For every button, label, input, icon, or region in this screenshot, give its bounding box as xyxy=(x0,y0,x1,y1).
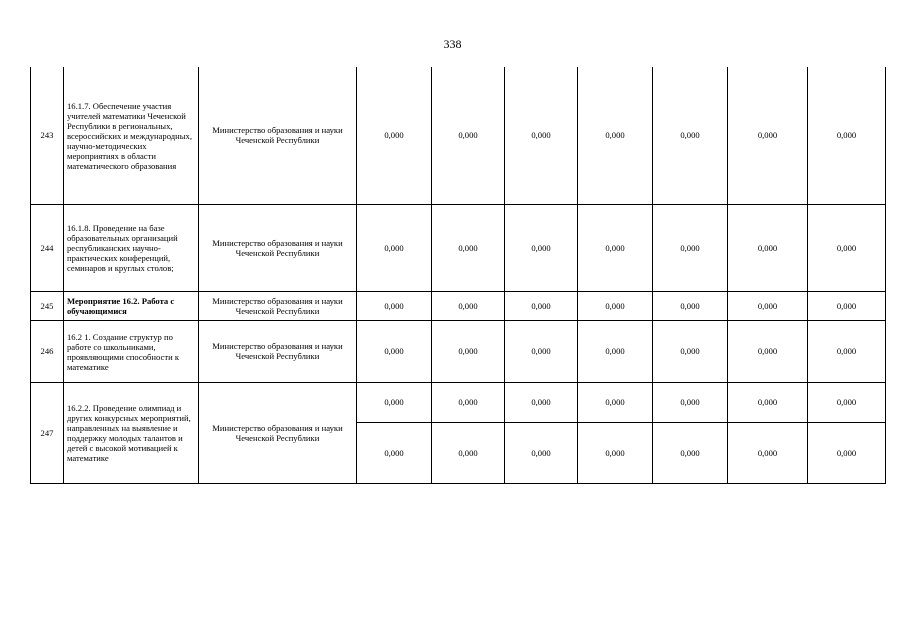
event-description: 16.1.7. Обеспечение участия учителей математики Чеченской Республики в региональных, всероссийских и международных, научно-методических мероприятиях в области математического образования xyxy=(64,67,199,204)
value-cell: 0,000 xyxy=(808,382,886,422)
value-cell: 0,000 xyxy=(653,291,728,320)
value-cell: 0,000 xyxy=(653,204,728,291)
value-cell: 0,000 xyxy=(505,422,578,483)
event-description: 16.1.8. Проведение на базе образовательных организаций республиканских научно-практических конференций, семинаров и круглых столов; xyxy=(64,204,199,291)
value-cell: 0,000 xyxy=(357,320,432,382)
responsible-organization: Министерство образования и науки Чеченской Республики xyxy=(199,382,357,483)
row-number: 244 xyxy=(31,204,64,291)
value-cell: 0,000 xyxy=(578,422,653,483)
responsible-organization: Министерство образования и науки Чеченской Республики xyxy=(199,320,357,382)
value-cell: 0,000 xyxy=(728,382,808,422)
event-title: Мероприятие 16.2. Работа с обучающимися xyxy=(64,291,199,320)
value-cell: 0,000 xyxy=(728,204,808,291)
budget-table xyxy=(30,67,886,484)
value-cell: 0,000 xyxy=(432,422,505,483)
value-cell: 0,000 xyxy=(653,320,728,382)
page-number: 338 xyxy=(443,37,462,51)
value-cell: 0,000 xyxy=(578,320,653,382)
value-cell: 0,000 xyxy=(505,204,578,291)
value-cell: 0,000 xyxy=(728,291,808,320)
responsible-organization: Министерство образования и науки Чеченской Республики xyxy=(199,291,357,320)
table-row xyxy=(31,67,886,204)
value-cell: 0,000 xyxy=(357,291,432,320)
value-cell: 0,000 xyxy=(808,320,886,382)
responsible-organization: Министерство образования и науки Чеченской Республики xyxy=(199,204,357,291)
value-cell: 0,000 xyxy=(357,382,432,422)
value-cell: 0,000 xyxy=(357,422,432,483)
row-number: 243 xyxy=(31,67,64,204)
table-row xyxy=(31,320,886,382)
responsible-organization: Министерство образования и науки Чеченской Республики xyxy=(199,67,357,204)
value-cell: 0,000 xyxy=(578,291,653,320)
row-number: 247 xyxy=(31,382,64,483)
table-row xyxy=(31,291,886,320)
value-cell: 0,000 xyxy=(432,320,505,382)
value-cell: 0,000 xyxy=(808,291,886,320)
value-cell: 0,000 xyxy=(728,67,808,204)
value-cell: 0,000 xyxy=(578,382,653,422)
value-cell: 0,000 xyxy=(432,67,505,204)
value-cell: 0,000 xyxy=(357,204,432,291)
value-cell: 0,000 xyxy=(653,422,728,483)
value-cell: 0,000 xyxy=(728,422,808,483)
table-row xyxy=(31,204,886,291)
value-cell: 0,000 xyxy=(505,320,578,382)
event-description: 16.2.2. Проведение олимпиад и других конкурсных мероприятий, направленных на выявление и поддержку молодых талантов и детей с высокой мотивацией к математике xyxy=(64,382,199,483)
value-cell: 0,000 xyxy=(505,291,578,320)
value-cell: 0,000 xyxy=(578,67,653,204)
value-cell: 0,000 xyxy=(505,382,578,422)
table-row xyxy=(31,382,886,422)
event-description: 16.2 1. Создание структур по работе со школьниками, проявляющими способности к математике xyxy=(64,320,199,382)
value-cell: 0,000 xyxy=(432,382,505,422)
value-cell: 0,000 xyxy=(808,422,886,483)
value-cell: 0,000 xyxy=(432,204,505,291)
row-number: 245 xyxy=(31,291,64,320)
value-cell: 0,000 xyxy=(578,204,653,291)
value-cell: 0,000 xyxy=(432,291,505,320)
value-cell: 0,000 xyxy=(808,67,886,204)
value-cell: 0,000 xyxy=(505,67,578,204)
value-cell: 0,000 xyxy=(653,382,728,422)
value-cell: 0,000 xyxy=(653,67,728,204)
value-cell: 0,000 xyxy=(357,67,432,204)
value-cell: 0,000 xyxy=(808,204,886,291)
value-cell: 0,000 xyxy=(728,320,808,382)
row-number: 246 xyxy=(31,320,64,382)
